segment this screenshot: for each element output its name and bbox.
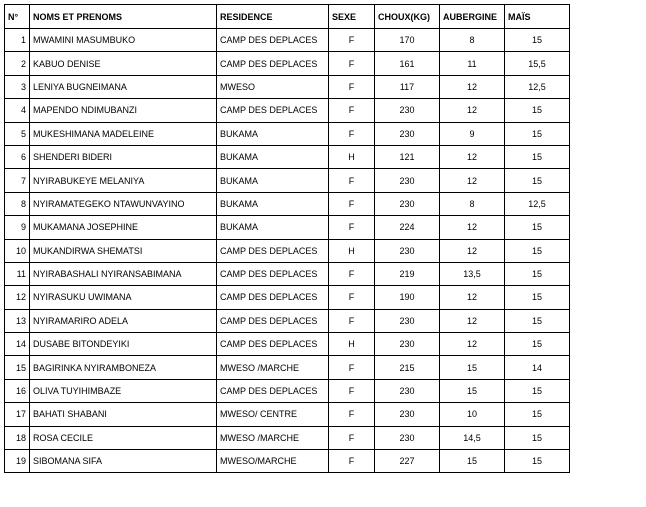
row-number: 5 — [5, 122, 30, 145]
table-row — [5, 99, 570, 122]
row-number: 7 — [5, 169, 30, 192]
row-number: 3 — [5, 75, 30, 98]
row-residence: MWESO/MARCHE — [217, 450, 329, 473]
row-sex: F — [329, 356, 375, 379]
header-eggplant: AUBERGINE — [440, 5, 505, 29]
row-cabbage: 230 — [375, 122, 440, 145]
row-number: 19 — [5, 450, 30, 473]
header-maize: MAÏS — [505, 5, 570, 29]
row-sex: H — [329, 239, 375, 262]
row-maize: 15 — [505, 309, 570, 332]
row-number: 16 — [5, 379, 30, 402]
row-eggplant: 15 — [440, 356, 505, 379]
row-maize: 15 — [505, 99, 570, 122]
table-row — [5, 216, 570, 239]
row-residence: CAMP DES DEPLACES — [217, 309, 329, 332]
row-name: LENIYA BUGNEIMANA — [30, 75, 217, 98]
row-sex: F — [329, 262, 375, 285]
row-cabbage: 161 — [375, 52, 440, 75]
row-name: NYIRAMARIRO ADELA — [30, 309, 217, 332]
row-cabbage: 230 — [375, 169, 440, 192]
table-row — [5, 450, 570, 473]
table-row — [5, 52, 570, 75]
table-row — [5, 426, 570, 449]
row-number: 2 — [5, 52, 30, 75]
row-eggplant: 12 — [440, 99, 505, 122]
table-row — [5, 145, 570, 168]
header-residence: RESIDENCE — [217, 5, 329, 29]
row-maize: 15 — [505, 29, 570, 52]
row-number: 14 — [5, 333, 30, 356]
row-name: SHENDERI BIDERI — [30, 145, 217, 168]
table-row — [5, 29, 570, 52]
row-cabbage: 215 — [375, 356, 440, 379]
row-residence: CAMP DES DEPLACES — [217, 99, 329, 122]
row-cabbage: 230 — [375, 239, 440, 262]
row-name: NYIRABASHALI NYIRANSABIMANA — [30, 262, 217, 285]
row-name: SIBOMANA SIFA — [30, 450, 217, 473]
row-cabbage: 230 — [375, 192, 440, 215]
row-residence: CAMP DES DEPLACES — [217, 29, 329, 52]
header-cabbage: CHOUX(KG) — [375, 5, 440, 29]
row-residence: CAMP DES DEPLACES — [217, 379, 329, 402]
table-row — [5, 379, 570, 402]
table-row — [5, 309, 570, 332]
header-sex: SEXE — [329, 5, 375, 29]
row-residence: CAMP DES DEPLACES — [217, 52, 329, 75]
row-sex: F — [329, 426, 375, 449]
row-name: MUKAMANA JOSEPHINE — [30, 216, 217, 239]
row-sex: H — [329, 333, 375, 356]
row-residence: MWESO /MARCHE — [217, 356, 329, 379]
beneficiaries-table — [4, 4, 570, 473]
row-sex: F — [329, 192, 375, 215]
row-number: 17 — [5, 403, 30, 426]
header-names: NOMS ET PRENOMS — [30, 5, 217, 29]
row-cabbage: 121 — [375, 145, 440, 168]
row-maize: 15 — [505, 262, 570, 285]
table-row — [5, 262, 570, 285]
row-cabbage: 230 — [375, 309, 440, 332]
row-sex: F — [329, 52, 375, 75]
row-eggplant: 12 — [440, 216, 505, 239]
row-residence: BUKAMA — [217, 216, 329, 239]
row-cabbage: 230 — [375, 403, 440, 426]
row-residence: BUKAMA — [217, 145, 329, 168]
row-cabbage: 230 — [375, 333, 440, 356]
row-cabbage: 230 — [375, 426, 440, 449]
row-eggplant: 12 — [440, 309, 505, 332]
row-cabbage: 227 — [375, 450, 440, 473]
row-number: 11 — [5, 262, 30, 285]
row-maize: 15 — [505, 426, 570, 449]
row-sex: F — [329, 99, 375, 122]
row-eggplant: 9 — [440, 122, 505, 145]
row-name: MUKANDIRWA SHEMATSI — [30, 239, 217, 262]
row-eggplant: 12 — [440, 333, 505, 356]
table-row — [5, 122, 570, 145]
row-sex: H — [329, 145, 375, 168]
row-name: BAGIRINKA NYIRAMBONEZA — [30, 356, 217, 379]
row-eggplant: 13,5 — [440, 262, 505, 285]
row-name: DUSABE BITONDEYIKI — [30, 333, 217, 356]
table-row — [5, 403, 570, 426]
row-sex: F — [329, 286, 375, 309]
row-sex: F — [329, 75, 375, 98]
row-sex: F — [329, 450, 375, 473]
row-number: 1 — [5, 29, 30, 52]
header-row — [5, 5, 570, 29]
row-residence: BUKAMA — [217, 122, 329, 145]
row-residence: CAMP DES DEPLACES — [217, 333, 329, 356]
row-number: 15 — [5, 356, 30, 379]
row-sex: F — [329, 379, 375, 402]
row-name: MWAMINI MASUMBUKO — [30, 29, 217, 52]
row-maize: 12,5 — [505, 192, 570, 215]
row-eggplant: 10 — [440, 403, 505, 426]
row-number: 6 — [5, 145, 30, 168]
row-eggplant: 12 — [440, 145, 505, 168]
row-number: 8 — [5, 192, 30, 215]
row-eggplant: 15 — [440, 379, 505, 402]
row-cabbage: 224 — [375, 216, 440, 239]
row-maize: 15 — [505, 239, 570, 262]
row-residence: BUKAMA — [217, 192, 329, 215]
row-number: 13 — [5, 309, 30, 332]
row-maize: 15 — [505, 169, 570, 192]
header-number: N° — [5, 5, 30, 29]
row-cabbage: 117 — [375, 75, 440, 98]
row-residence: CAMP DES DEPLACES — [217, 262, 329, 285]
table-row — [5, 356, 570, 379]
row-eggplant: 12 — [440, 75, 505, 98]
row-cabbage: 230 — [375, 99, 440, 122]
table-body — [5, 29, 570, 473]
row-maize: 15 — [505, 379, 570, 402]
row-number: 9 — [5, 216, 30, 239]
row-residence: MWESO /MARCHE — [217, 426, 329, 449]
row-eggplant: 14,5 — [440, 426, 505, 449]
row-name: NYIRASUKU UWIMANA — [30, 286, 217, 309]
row-sex: F — [329, 216, 375, 239]
table-row — [5, 75, 570, 98]
row-name: KABUO DENISE — [30, 52, 217, 75]
row-eggplant: 8 — [440, 29, 505, 52]
row-name: OLIVA TUYIHIMBAZE — [30, 379, 217, 402]
table-row — [5, 333, 570, 356]
row-maize: 12,5 — [505, 75, 570, 98]
row-eggplant: 8 — [440, 192, 505, 215]
row-name: ROSA CECILE — [30, 426, 217, 449]
row-eggplant: 12 — [440, 169, 505, 192]
row-maize: 15 — [505, 216, 570, 239]
row-maize: 14 — [505, 356, 570, 379]
row-sex: F — [329, 169, 375, 192]
row-sex: F — [329, 122, 375, 145]
row-name: BAHATI SHABANI — [30, 403, 217, 426]
row-residence: MWESO/ CENTRE — [217, 403, 329, 426]
spreadsheet — [4, 4, 570, 473]
row-sex: F — [329, 403, 375, 426]
row-eggplant: 11 — [440, 52, 505, 75]
row-eggplant: 15 — [440, 450, 505, 473]
row-cabbage: 190 — [375, 286, 440, 309]
row-number: 10 — [5, 239, 30, 262]
row-maize: 15 — [505, 286, 570, 309]
row-number: 12 — [5, 286, 30, 309]
table-row — [5, 286, 570, 309]
row-name: MUKESHIMANA MADELEINE — [30, 122, 217, 145]
row-residence: CAMP DES DEPLACES — [217, 286, 329, 309]
row-maize: 15 — [505, 450, 570, 473]
table-row — [5, 239, 570, 262]
row-name: NYIRAMATEGEKO NTAWUNVAYINO — [30, 192, 217, 215]
row-residence: BUKAMA — [217, 169, 329, 192]
row-cabbage: 170 — [375, 29, 440, 52]
row-maize: 15 — [505, 403, 570, 426]
row-name: MAPENDO NDIMUBANZI — [30, 99, 217, 122]
row-cabbage: 219 — [375, 262, 440, 285]
row-number: 4 — [5, 99, 30, 122]
row-eggplant: 12 — [440, 239, 505, 262]
row-residence: MWESO — [217, 75, 329, 98]
row-number: 18 — [5, 426, 30, 449]
row-maize: 15 — [505, 145, 570, 168]
row-eggplant: 12 — [440, 286, 505, 309]
table-row — [5, 169, 570, 192]
row-sex: F — [329, 309, 375, 332]
table-row — [5, 192, 570, 215]
row-name: NYIRABUKEYE MELANIYA — [30, 169, 217, 192]
row-residence: CAMP DES DEPLACES — [217, 239, 329, 262]
row-cabbage: 230 — [375, 379, 440, 402]
row-maize: 15,5 — [505, 52, 570, 75]
row-maize: 15 — [505, 122, 570, 145]
row-maize: 15 — [505, 333, 570, 356]
row-sex: F — [329, 29, 375, 52]
